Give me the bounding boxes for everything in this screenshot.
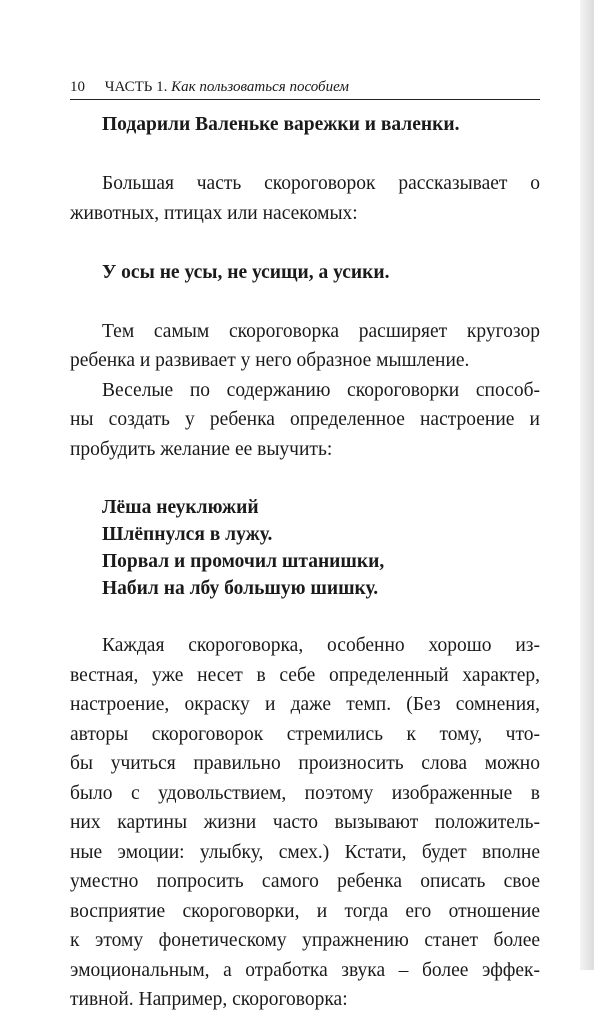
paragraph-line: вестная, уже несет в себе определенный характер, [70, 664, 540, 686]
paragraph-line: Каждая скороговорка, особенно хорошо из- [102, 635, 540, 656]
paragraph-line: ны создать у ребенка определенное настроение и [70, 409, 540, 430]
poem-line: Порвал и промочил штанишки, [102, 550, 385, 572]
header-part: ЧАСТЬ 1. [104, 79, 168, 95]
poem [70, 494, 540, 602]
poem-line: Шлёпнулся в лужу. [102, 523, 273, 545]
page-number: 10 [70, 79, 85, 95]
example-tongue-twister-1: Подарили Валеньке варежки и валенки. [102, 114, 460, 135]
header-rule [70, 99, 540, 100]
paragraph-line: ные эмоции: улыбку, смех.) Кстати, будет вполне [70, 841, 540, 863]
running-header [70, 76, 540, 98]
page-body [70, 110, 540, 1015]
paragraph-line: бы учиться правильно произносить слова можно [70, 753, 540, 774]
paragraph-3 [70, 376, 540, 465]
paragraph-2 [70, 317, 540, 376]
paragraph-line: животных, птицах или насекомых: [70, 202, 358, 224]
spacer [70, 228, 540, 258]
paragraph-line: тивной. Например, скороговорка: [70, 989, 348, 1010]
paragraph-line: было с удовольствием, поэтому изображенные в [70, 782, 540, 804]
header-title: Как пользоваться пособием [171, 79, 349, 95]
paragraph-line: авторы скороговорок стремились к тому, что- [70, 723, 540, 745]
page-edge-shadow [580, 0, 594, 970]
paragraph-line: Веселые по содержанию скороговорки способ- [102, 379, 540, 401]
paragraph-line: восприятие скороговорки, и тогда его отношение [70, 900, 540, 922]
paragraph-line: Большая часть скороговорок рассказывает о [102, 173, 540, 194]
paragraph-line: уместно попросить самого ребенка описать свое [70, 871, 540, 892]
paragraph-line: Тем самым скороговорка расширяет кругозор [102, 320, 540, 342]
spacer [70, 602, 540, 632]
spacer [70, 140, 540, 170]
spacer [70, 464, 540, 494]
spacer [70, 287, 540, 317]
paragraph-4 [70, 631, 540, 1015]
paragraph-1 [70, 169, 540, 228]
paragraph-line: к этому фонетическому упражнению станет более [70, 930, 540, 951]
paragraph-line: пробудить желание ее выучить: [70, 438, 333, 460]
example-tongue-twister-2: У осы не усы, не усищи, а усики. [102, 261, 390, 283]
paragraph-line: ребенка и развивает у него образное мышление. [70, 350, 470, 371]
poem-line: Лёша неуклюжий [102, 496, 259, 518]
poem-line: Набил на лбу большую шишку. [102, 577, 379, 599]
paragraph-line: настроение, окраску и даже темп. (Без сомнения, [70, 694, 540, 715]
paragraph-line: эмоциональным, а отработка звука – более эффек- [70, 959, 540, 981]
paragraph-line: них картины жизни часто вызывают положитель- [70, 812, 540, 833]
